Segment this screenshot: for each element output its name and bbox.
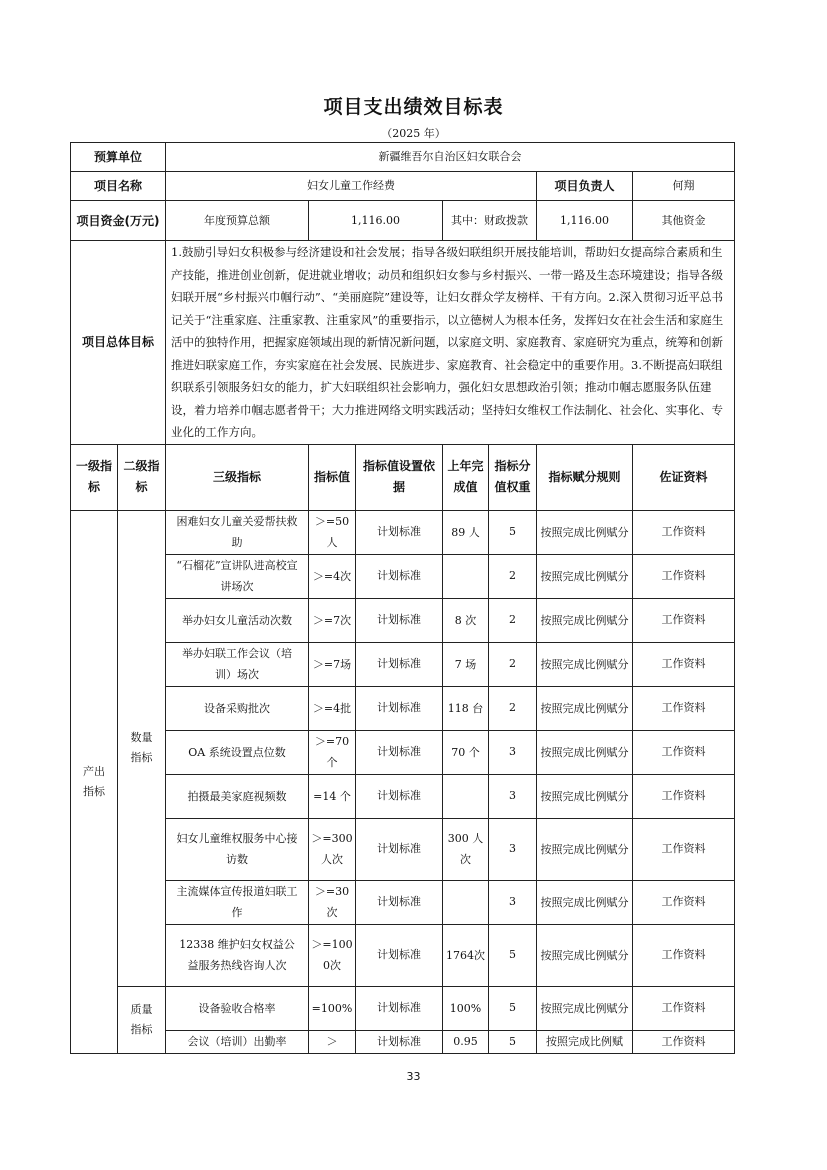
header-level1: 一级指标 [71, 444, 118, 510]
cell-name: 妇女儿童维权服务中心接访数 [166, 818, 309, 880]
cell-basis: 计划标准 [356, 730, 443, 774]
cell-last: 1764次 [443, 924, 489, 986]
goal-text: 1.鼓励引导妇女积极参与经济建设和社会发展；指导各级妇联组织开展技能培训，帮助妇女提高综合素质和生产技能，推进创业创新，促进就业增收；动员和组织妇女参与乡村振兴、一带一路及生态环境建设；指导各级妇联开展“乡村振兴巾帼行动”、“美丽庭院”建设等，让妇女群众学友榜样、干有方向。2.深入贯彻习近平总书记关于“注重家庭、注重家教、注重家风”的重要指示，以立德树人为根本任务，发挥妇女在社会生活和家庭生活中的独特作用，把握家庭领域出现的新情况新问题，以家庭文明、家庭教育、家庭研究为重点，统筹和创新推进妇联家庭工作，夯实家庭在社会发展、民族进步、家庭教育、社会稳定中的重要作用。3.不断提高妇联组织联系引领服务妇女的能力，扩大妇联组织社会影响力，强化妇女思想政治引领；推动巾帼志愿服务队伍建设，着力培养巾帼志愿者骨干；大力推进网络文明实践活动；坚持妇女维权工作法制化、社会化、实事化、专业化的工作方向。 [166, 241, 735, 445]
cell-value: ＞=4次 [309, 554, 356, 598]
cell-rule: 按照完成比例赋分 [537, 510, 633, 554]
table-row [71, 510, 735, 554]
header-level3: 三级指标 [166, 444, 309, 510]
annual-budget-label: 年度预算总额 [166, 201, 309, 241]
cell-basis: 计划标准 [356, 818, 443, 880]
cell-value: =100% [309, 986, 356, 1030]
table-row [71, 818, 735, 880]
cell-weight: 5 [489, 924, 537, 986]
cell-value: ＞=300人次 [309, 818, 356, 880]
cell-weight: 2 [489, 686, 537, 730]
header-weight: 指标分值权重 [489, 444, 537, 510]
table-row [71, 730, 735, 774]
cell-name: 12338 维护妇女权益公益服务热线咨询人次 [166, 924, 309, 986]
header-row [71, 444, 735, 510]
cell-basis: 计划标准 [356, 986, 443, 1030]
cell-rule: 按照完成比例赋分 [537, 774, 633, 818]
cell-rule: 按照完成比例赋分 [537, 598, 633, 642]
project-row [71, 172, 735, 201]
cell-name: 举办妇女儿童活动次数 [166, 598, 309, 642]
funds-row [71, 201, 735, 241]
cell-rule: 按照完成比例赋分 [537, 642, 633, 686]
cell-evidence: 工作资料 [633, 774, 735, 818]
table-row [71, 686, 735, 730]
cell-name: 举办妇联工作会议（培训）场次 [166, 642, 309, 686]
project-name-label: 项目名称 [71, 172, 166, 201]
project-owner-label: 项目负责人 [537, 172, 633, 201]
cell-name: 设备采购批次 [166, 686, 309, 730]
cell-basis: 计划标准 [356, 598, 443, 642]
cell-name: 设备验收合格率 [166, 986, 309, 1030]
cell-value: ＞=1000次 [309, 924, 356, 986]
cell-last [443, 554, 489, 598]
table-row [71, 924, 735, 986]
header-rule: 指标赋分规则 [537, 444, 633, 510]
cell-last: 300 人次 [443, 818, 489, 880]
table-row [71, 598, 735, 642]
unit-row [71, 143, 735, 172]
cell-weight: 3 [489, 730, 537, 774]
group-level2-quality: 质量指标 [118, 986, 166, 1053]
cell-value: ＞=50人 [309, 510, 356, 554]
performance-table [70, 142, 735, 1054]
header-evidence: 佐证资料 [633, 444, 735, 510]
header-level2: 二级指标 [118, 444, 166, 510]
header-value: 指标值 [309, 444, 356, 510]
cell-name: OA 系统设置点位数 [166, 730, 309, 774]
cell-value: ＞=70个 [309, 730, 356, 774]
cell-rule: 按照完成比例赋 [537, 1030, 633, 1053]
cell-weight: 2 [489, 598, 537, 642]
header-basis: 指标值设置依据 [356, 444, 443, 510]
table-row [71, 554, 735, 598]
cell-value: ＞=7场 [309, 642, 356, 686]
cell-last [443, 774, 489, 818]
cell-name: 主流媒体宣传报道妇联工作 [166, 880, 309, 924]
annual-budget-value: 1,116.00 [309, 201, 443, 241]
page-title: 项目支出绩效目标表 [323, 96, 504, 118]
cell-weight: 2 [489, 642, 537, 686]
cell-evidence: 工作资料 [633, 598, 735, 642]
other-funds-label: 其他资金 [633, 201, 735, 241]
cell-last: 8 次 [443, 598, 489, 642]
project-owner: 何翔 [633, 172, 735, 201]
table-row [71, 774, 735, 818]
header-last-year: 上年完成值 [443, 444, 489, 510]
cell-rule: 按照完成比例赋分 [537, 924, 633, 986]
table-row [71, 880, 735, 924]
cell-name: 困难妇女儿童关爱帮扶救助 [166, 510, 309, 554]
cell-evidence: 工作资料 [633, 510, 735, 554]
table-row [71, 1030, 735, 1053]
cell-name: “石榴花”宣讲队进高校宣讲场次 [166, 554, 309, 598]
cell-value: ＞=4批 [309, 686, 356, 730]
cell-weight: 3 [489, 880, 537, 924]
metric-rows [71, 510, 735, 1053]
cell-last: 100% [443, 986, 489, 1030]
cell-weight: 5 [489, 986, 537, 1030]
cell-weight: 5 [489, 510, 537, 554]
project-name: 妇女儿童工作经费 [166, 172, 537, 201]
table-row [71, 986, 735, 1030]
cell-evidence: 工作资料 [633, 730, 735, 774]
cell-name: 会议（培训）出勤率 [166, 1030, 309, 1053]
cell-value: ＞=30次 [309, 880, 356, 924]
cell-last: 7 场 [443, 642, 489, 686]
group-level1-output: 产出指标 [71, 510, 118, 1053]
cell-basis: 计划标准 [356, 686, 443, 730]
fiscal-value: 1,116.00 [537, 201, 633, 241]
unit-value: 新疆维吾尔自治区妇女联合会 [166, 143, 735, 172]
cell-evidence: 工作资料 [633, 1030, 735, 1053]
group-level2-quantity: 数量指标 [118, 510, 166, 986]
cell-rule: 按照完成比例赋分 [537, 986, 633, 1030]
cell-evidence: 工作资料 [633, 818, 735, 880]
cell-basis: 计划标准 [356, 510, 443, 554]
cell-last [443, 880, 489, 924]
goal-label: 项目总体目标 [71, 241, 166, 445]
cell-name: 拍摄最美家庭视频数 [166, 774, 309, 818]
unit-label: 预算单位 [71, 143, 166, 172]
cell-value: =14 个 [309, 774, 356, 818]
year-subtitle: （2025 年） [381, 127, 446, 140]
cell-rule: 按照完成比例赋分 [537, 686, 633, 730]
cell-basis: 计划标准 [356, 774, 443, 818]
cell-basis: 计划标准 [356, 924, 443, 986]
cell-evidence: 工作资料 [633, 642, 735, 686]
cell-basis: 计划标准 [356, 1030, 443, 1053]
cell-evidence: 工作资料 [633, 880, 735, 924]
table-row [71, 642, 735, 686]
cell-evidence: 工作资料 [633, 986, 735, 1030]
page-number: 33 [406, 1070, 421, 1083]
cell-rule: 按照完成比例赋分 [537, 554, 633, 598]
cell-last: 0.95 [443, 1030, 489, 1053]
cell-weight: 5 [489, 1030, 537, 1053]
cell-rule: 按照完成比例赋分 [537, 730, 633, 774]
cell-basis: 计划标准 [356, 554, 443, 598]
goal-row [71, 241, 735, 445]
cell-last: 118 台 [443, 686, 489, 730]
fiscal-label: 其中：财政拨款 [443, 201, 537, 241]
cell-last: 89 人 [443, 510, 489, 554]
cell-evidence: 工作资料 [633, 924, 735, 986]
cell-weight: 3 [489, 774, 537, 818]
cell-weight: 2 [489, 554, 537, 598]
cell-last: 70 个 [443, 730, 489, 774]
cell-rule: 按照完成比例赋分 [537, 880, 633, 924]
cell-weight: 3 [489, 818, 537, 880]
cell-evidence: 工作资料 [633, 686, 735, 730]
cell-value: ＞=7次 [309, 598, 356, 642]
cell-value: ＞ [309, 1030, 356, 1053]
cell-evidence: 工作资料 [633, 554, 735, 598]
funds-label: 项目资金(万元) [71, 201, 166, 241]
cell-basis: 计划标准 [356, 880, 443, 924]
cell-basis: 计划标准 [356, 642, 443, 686]
cell-rule: 按照完成比例赋分 [537, 818, 633, 880]
